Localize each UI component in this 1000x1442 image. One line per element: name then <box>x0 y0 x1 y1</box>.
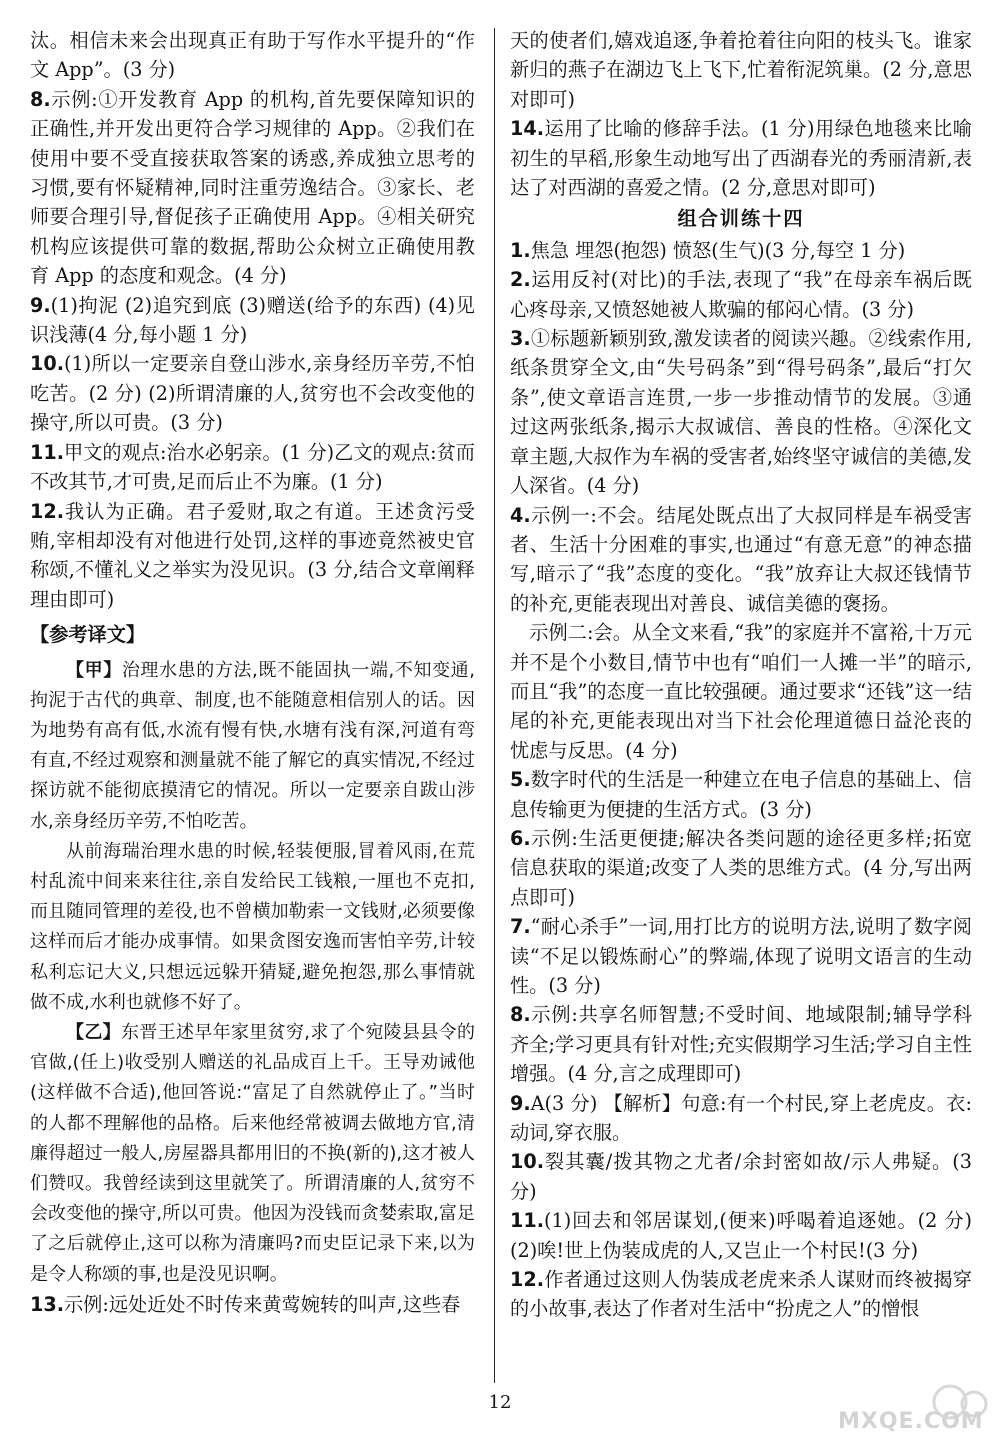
translation-paragraph: 【乙】东晋王述早年家里贫穷,求了个宛陵县县令的官做,(任上)收受别人赠送的礼品成百上千。王导劝诫他(这样做不合适),他回答说:“富足了自然就停止了。”当时的人都不理解他的品格。后来他经常被调去做地方官,清廉得超过一般人,房屋器具都用旧的不换(新的),这才被人们赞叹。我曾经读到这里就笑了。所谓清廉的人,贫穷不会改变他的操守,所以可贵。他因为没钱而贪婪索取,富足了之后就停止,这可以称为清廉吗?而史臣记录下来,以为是令人称颂的事,也是没见识啊。 <box>30 1021 475 1285</box>
watermark-text: MXQE.COM <box>838 1409 984 1434</box>
answer-item: 11.甲文的观点:治水必躬亲。(1 分)乙文的观点:贫而不改其节,才可贵,足而后止不为廉。(1 分) <box>30 440 475 494</box>
answer-item: 10.(1)所以一定要亲自登山涉水,亲身经历辛劳,不怕吃苦。(2 分) (2)所谓清廉的人,贫穷也不会改变他的操守,所以可贵。(3 分) <box>30 352 475 435</box>
answer-item: 9.A(3 分) 【解析】句意:有一个村民,穿上老虎皮。衣:动词,穿衣服。 <box>510 1091 972 1145</box>
answer-item: 12.作者通过这则人伪装成老虎来杀人谋财而终被揭穿的小故事,表达了作者对生活中“扮虎之人”的憎恨 <box>510 1268 972 1321</box>
watermark-logo <box>838 1382 988 1434</box>
translation-paragraph: 【甲】治理水患的方法,既不能固执一端,不知变通,拘泥于古代的典章、制度,也不能随意相信别人的话。因为地势有高有低,水流有慢有快,水塘有浅有深,河道有弯有直,不经过观察和测量就不能了解它的真实情况,不经过探访就不能彻底摸清它的情况。所以一定要亲自跋山涉水,亲身经历辛劳,不怕吃苦。 <box>30 659 476 832</box>
answer-item: 5.数字时代的生活是一种建立在电子信息的基础上、信息传输更为便捷的生活方式。(3 分) <box>510 768 972 821</box>
answer-item: 8.示例:共享名师智慧;不受时间、地域限制;辅导学科齐全;学习更具有针对性;充实假期学习生活;学习自主性增强。(4 分,言之成理即可) <box>510 1003 972 1086</box>
answer-item: 8.示例:①开发教育 App 的机构,首先要保障知识的正确性,并开发出更符合学习规律的 App。②我们在使用中要不受直接获取答案的诱惑,养成独立思考的习惯,要有怀疑精神,同时注重劳逸结合。③家长、老师要合理引导,督促孩子正确使用 App。④相关研究机构应该提供可靠的数据,帮助公众树立正确使用教育 App 的态度和观念。(4 分) <box>30 87 475 288</box>
section-title: 组合训练十四 <box>677 207 805 231</box>
answer-item: 1.焦急 埋怨(抱怨) 愤怒(生气)(3 分,每空 1 分) <box>510 238 906 262</box>
page-number: 12 <box>488 1392 512 1413</box>
answer-item: 7.“耐心杀手”一词,用打比方的说明方法,说明了数字阅读“不足以锻炼耐心”的弊端,体现了说明文语言的生动性。(3 分) <box>510 915 972 997</box>
answer-item: 汰。相信未来会出现真正有助于写作水平提升的“作文 App”。(3 分) <box>30 29 475 82</box>
translation-paragraph: 从前海瑞治理水患的时候,轻装便服,冒着风雨,在荒村乱流中间来来往往,亲自发给民工钱粮,一厘也不克扣,而且随同管理的差役,也不曾横加勒索一文钱财,必须要像这样而后才能办成事情。如果贪图安逸而害怕辛劳,计较私利忘记大义,只想远远躲开猜疑,避免抱怨,那么事情就做不成,水利也就修不好了。 <box>30 840 475 1013</box>
answer-item: 13.示例:远处近处不时传来黄莺婉转的叫声,这些春 <box>30 1292 461 1316</box>
answer-item: 3.①标题新颖别致,激发读者的阅读兴趣。②线索作用,纸条贯穿全文,由“失号码条”到“得号码条”,最后“打欠条”,使文章语言连贯,一步一步推动情节的发展。③通过这两张纸条,揭示大叔诚信、善良的性格。④深化文章主题,大叔作为车祸的受害者,始终坚守诚信的美德,发人深省。(4 分) <box>510 327 972 498</box>
column-divider <box>494 28 495 1383</box>
answer-item: 6.示例:生活更便捷;解决各类问题的途径更多样;拓宽信息获取的渠道;改变了人类的思维方式。(4 分,写出两点即可) <box>510 826 972 909</box>
right-column <box>510 26 972 1324</box>
answer-item: 11.(1)回去和邻居谋划,(便来)呼喝着追逐她。(2 分) (2)唉!世上伪装成虎的人,又岂止一个村民!(3 分) <box>510 1209 972 1262</box>
answer-item: 9.(1)拘泥 (2)追究到底 (3)赠送(给予的东西) (4)见识浅薄(4 分,每小题 1 分) <box>30 293 475 347</box>
answer-example-two: 示例二:会。从全文来看,“我”的家庭并不富裕,十万元并不是个小数目,情节中也有“咱们一人摊一半”的暗示,而且“我”的态度一直比较强硬。通过要求“还钱”这一结尾的补充,更能表现出对当下社会伦理道德日益沦丧的忧虑与反思。(4 分) <box>510 621 972 762</box>
answer-item: 2.运用反衬(对比)的手法,表现了“我”在母亲车祸后既心疼母亲,又愤怒她被人欺骗的郁闷心情。(3 分) <box>510 268 972 321</box>
reference-translation-heading: 【参考译文】 <box>30 623 146 647</box>
answer-item: 10.裂其囊/拨其物之尤者/余封密如故/示人弗疑。(3 分) <box>510 1150 972 1203</box>
answer-item: 4.示例一:不会。结尾处既点出了大叔同样是车祸受害者、生活十分困难的事实,也通过“有意无意”的神态描写,暗示了“我”态度的变化。“我”放弃让大叔还钱情节的补充,更能表现出对善良、诚信美德的褒扬。 <box>510 503 972 615</box>
left-column <box>30 26 475 1319</box>
answer-item: 14.运用了比喻的修辞手法。(1 分)用绿色地毯来比喻初生的早稻,形象生动地写出了西湖春光的秀丽清新,表达了对西湖的喜爱之情。(2 分,意思对即可) <box>510 117 972 200</box>
answer-item: 12.我认为正确。君子爱财,取之有道。王述贪污受贿,宰相却没有对他进行处罚,这样的事迹竟然被史官称颂,不懂礼义之举实为没见识。(3 分,结合文章阐释理由即可) <box>30 499 475 611</box>
answer-continuation: 天的使者们,嬉戏追逐,争着抢着往向阳的枝头飞。谁家新归的燕子在湖边飞上飞下,忙着衔泥筑巢。(2 分,意思对即可) <box>510 29 972 111</box>
